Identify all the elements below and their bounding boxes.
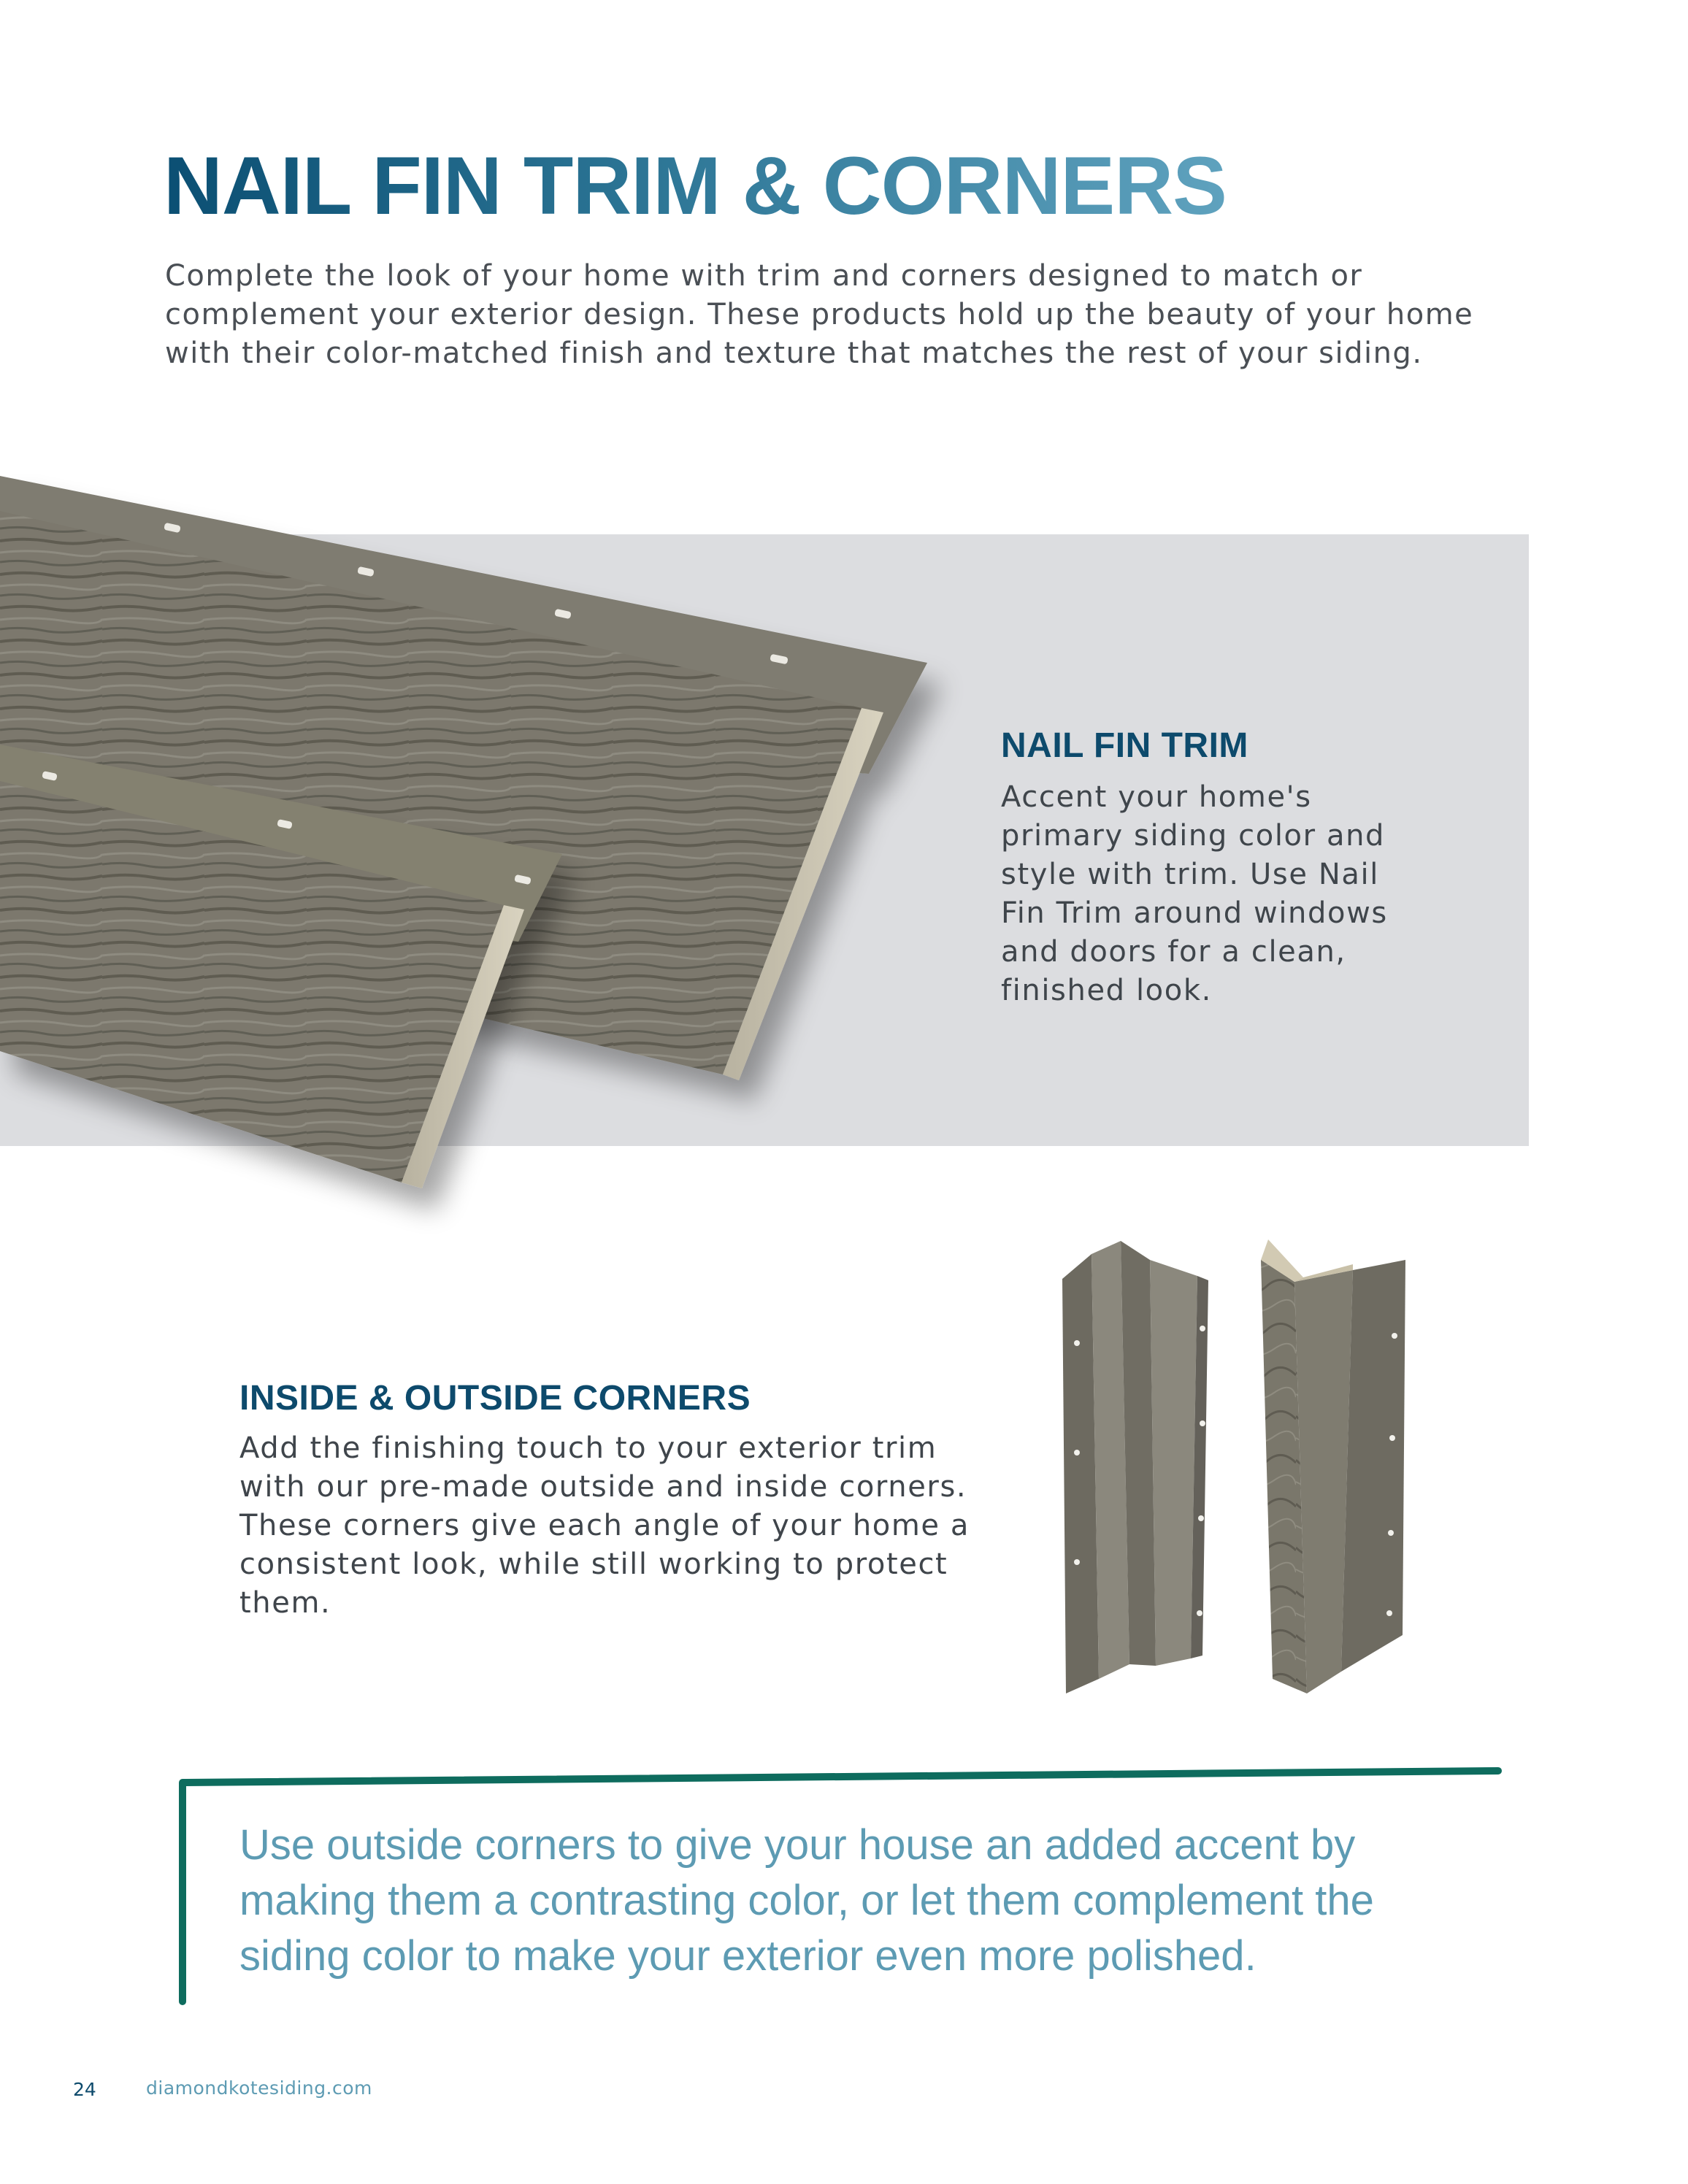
nail-fin-trim-heading: NAIL FIN TRIM (1001, 726, 1248, 765)
nail-fin-trim-image (0, 467, 964, 1241)
nail-fin-trim-description: Accent your home's primary siding color and style with trim. Use Nail Fin Trim around windows and doors for a clean, finished look. (1001, 780, 1388, 1007)
page-title: NAIL FIN TRIM & CORNERS (164, 140, 1227, 231)
website-link[interactable]: diamondkotesiding.com (146, 2077, 372, 2099)
intro-paragraph: Complete the look of your home with trim and corners designed to match or complement your exterior design. These products hold up the beauty of your home with their color-matched finish and texture that matches the rest of your siding. (165, 259, 1474, 370)
corners-image (1062, 1234, 1420, 1701)
corners-heading: INSIDE & OUTSIDE CORNERS (239, 1379, 751, 1418)
page-number: 24 (73, 2079, 96, 2100)
callout-quote: Use outside corners to give your house an added accent by making them a contrasting color, or let them complement the siding color to make your exterior even more polished. (239, 1821, 1374, 1980)
outside-corner-piece (1261, 1239, 1405, 1693)
corners-description: Add the finishing touch to your exterior trim with our pre-made outside and inside corners. These corners give each angle of your home a consistent look, while still working to protect them. (239, 1431, 970, 1620)
inside-corner-piece (1062, 1241, 1208, 1693)
